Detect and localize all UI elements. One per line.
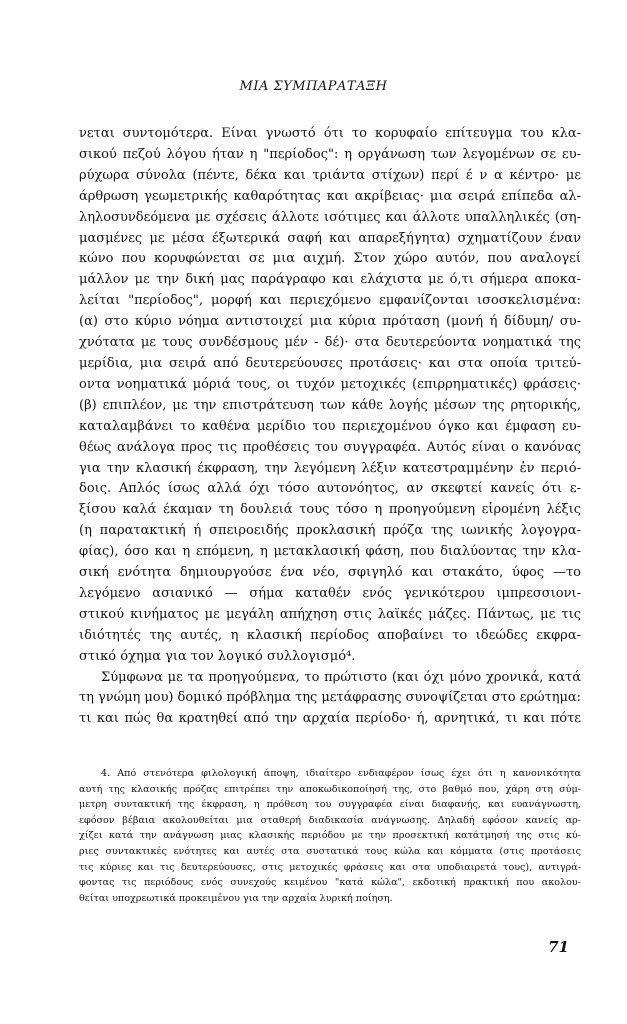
body-line: σική ενότητα δημιουργούσε ένα νέο, σφιγηλό και στακάτο, ύφος —το xyxy=(79,565,581,581)
body-line: μερίδια, μια σειρά από δευτερεύουσες προτάσεις· και στα οποία τριτεύ- xyxy=(79,355,581,371)
body-line: ρύχωρα σύνολα (πέντε, δέκα και τριάντα στίχων) περί έ ν α κέντρο· με xyxy=(79,167,581,183)
footnote-line: ριες συντακτικές ενότητες και αυτές στα συστατικά τους κώλα και κόμματα (στις προτάσεις xyxy=(79,845,581,857)
body-line: νεται συντομότερα. Είναι γνωστό ότι το κορυφαίο επίτευγμα του κλα- xyxy=(79,126,581,141)
footnote-line: 4. Από στενότερα φιλολογική άποψη, ιδιαίτερο ενδιαφέρον ίσως έχει ότι η κανονικότητα xyxy=(101,768,581,779)
body-line: για την κλασική έκφραση, την λεγόμενη λέξιν κατεστραμμένην ἐν περιό- xyxy=(79,460,581,476)
body-line: δοις. Απλός ίσως αλλά όχι τόσο αυτονόητος, αν σκεφτεί κανείς ότι ε- xyxy=(79,481,581,497)
body-line: κώνο που κορυφώνεται σε μια αιχμή. Στον χώρο αυτόν, που αναλογεί xyxy=(79,251,581,267)
body-line: λείται "περίοδος", μορφή και περιεχόμενο εμφανίζονται ισοσκελισμένα: xyxy=(79,293,581,309)
footnote-line: χίζει κατά την ανάγνωση μιας κλασικής περιόδου με την προσεκτική κατάτμησή της στις κύ- xyxy=(79,830,581,842)
body-line: τη γνώμη μου) δομικό πρόβλημα της μετάφρασης συνοψίζεται στο ερώτημα: xyxy=(79,690,581,706)
body-line: ξίσου καλά έκαμαν τη δουλειά τους τόσο η προηγούμενη εἰρομένη λέξις xyxy=(79,502,581,518)
body-line: στικό όχημα για τον λογικό συλλογισμό⁴. xyxy=(79,648,356,664)
body-line: μασμένες με μέσα έξωτερικά σαφή και απαρεξήγητα) σχηματίζουν έναν xyxy=(79,230,581,246)
footnote-line: αυτή της κλασικής πρόζας επιτρέπει την αποκωδικοποίησή της, στο βαθμό που, χάρη στη σύμ- xyxy=(79,783,581,795)
body-line: ληλοσυνδεόμενα με σχέσεις άλλοτε ισότιμες και άλλοτε υπαλληλικές (ση- xyxy=(79,209,581,225)
body-line: θέως ανάλογα προς τις προθέσεις του συγγραφέα. Αυτός είναι ο κανόνας xyxy=(79,439,581,455)
body-line: ιδιότητές της αυτές, η κλασική περίοδος αποβαίνει το ιδεώδες εκφρα- xyxy=(79,627,581,643)
body-line: στικού κινήματος με μεγάλη απήχηση στις λαϊκές μάζες. Πάντως, με τις xyxy=(79,606,581,622)
body-line: καταλαμβάνει το καθένα μερίδιο του περιεχομένου όγκο και έμφαση ευ- xyxy=(79,418,581,434)
body-text xyxy=(79,124,581,730)
footnote xyxy=(79,766,581,906)
body-line: λεγόμενο ασιανικό — σήμα καταθέν ενός γενικότερου ιμπρεσσιονι- xyxy=(79,585,581,601)
body-line: (β) επιπλέον, με την επιστράτευση των κάθε λογής μέσων της ρητορικής, xyxy=(79,397,581,413)
body-line: οντα νοηματικά μόριά τους, οι τυχόν μετοχικές (επιρρηματικές) φράσεις· xyxy=(79,376,581,392)
body-line: άρθρωση γεωμετρικής καθαρότητας και ακρίβειας· μια σειρά επίπεδα αλ- xyxy=(79,188,581,204)
body-line: φίας), όσο και η επόμενη, η μετακλασική φάση, που διαλύοντας την κλα- xyxy=(79,544,581,560)
paragraph-start-line: Σύμφωνα με τα προηγούμενα, το πρώτιστο (και όχι μόνο χρονικά, κατά xyxy=(101,669,581,685)
body-line: (α) στο κύριο νόημα αντιστοιχεί μια κύρια πρόταση (μονή ή δίδυμη/ συ- xyxy=(79,314,581,330)
body-line: (η παρατακτική ή σπειροειδής προκλασική πρόζα της ιωνικής λογογρα- xyxy=(79,523,581,539)
footnote-line: φοντας τις περιόδους ενός συνεχούς κειμένου "κατά κώλα", εκδοτική πρακτική που ακολου- xyxy=(79,877,581,889)
footnote-line: τις κύριες και τις δευτερεύουσες, στις μετοχικές φράσεις και στα υποδιαιρετά τους), αντιγρά- xyxy=(79,861,581,873)
footnote-line: μετρη συντακτική της έκφραση, η πρόθεση του συγγραφέα είναι διαφανής, και ευανάγνωστη, xyxy=(79,799,581,811)
body-line: τι και πώς θα κρατηθεί από την αρχαία περίοδο· ή, αρνητικά, τι και πότε xyxy=(79,711,581,727)
page-number: 71 xyxy=(548,938,569,956)
footnote-line: θείται υποχρεωτικά προκειμένου για την αρχαία λυρική ποίηση. xyxy=(79,892,393,904)
running-head: ΜΙΑ ΣΥΜΠΑΡΑΤΑΞΗ xyxy=(239,79,388,94)
body-line: σικού πεζού λόγου ήταν η "περίοδος": η οργάνωση των λεγομένων σε ευ- xyxy=(79,146,581,162)
body-line: μάλλον με την δική μας παράγραφο και ελάχιστα με ό,τι σήμερα αποκα- xyxy=(79,272,581,288)
body-line: χνότατα με τους συνδέσμους μέν - δέ)· στα δευτερεύοντα νοηματικά της xyxy=(79,335,581,351)
footnote-line: εφόσον βέβαια ακολουθείται μια σταθερή διαδικασία ανάγνωσης. Δηλαδή εφόσον κανείς αρ- xyxy=(79,814,581,826)
